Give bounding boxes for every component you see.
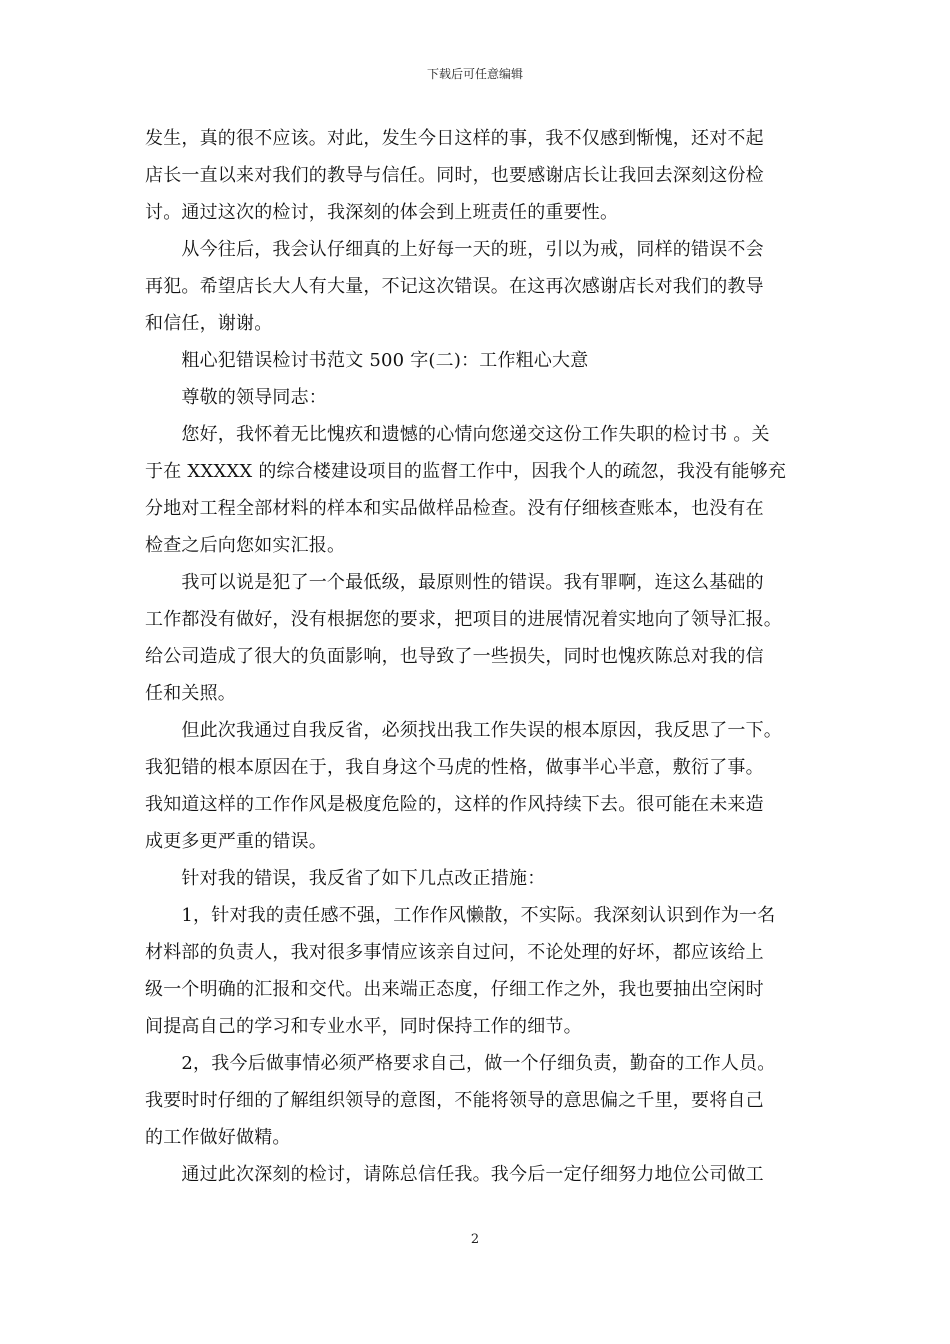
text-line: 于在 XXXXX 的综合楼建设项目的监督工作中，因我个人的疏忽，我没有能够充 [145,461,787,482]
text-line: 级一个明确的汇报和交代。出来端正态度，仔细工作之外，我也要抽出空闲时 [145,979,764,1000]
text-line: 材料部的负责人，我对很多事情应该亲自过问，不论处理的好坏，都应该给上 [145,942,764,963]
text-line: 分地对工程全部材料的样本和实品做样品检查。没有仔细核查账本，也没有在 [145,498,764,519]
text-line: 1，针对我的责任感不强，工作作风懒散，不实际。我深刻认识到作为一名 [145,905,776,926]
text-line: 我犯错的根本原因在于，我自身这个马虎的性格，做事半心半意，敷衍了事。 [145,757,764,778]
text-line: 但此次我通过自我反省，必须找出我工作失误的根本原因，我反思了一下。 [145,720,782,741]
text-line: 发生，真的很不应该。对此，发生今日这样的事，我不仅感到惭愧，还对不起 [145,128,764,149]
text-line: 您好，我怀着无比愧疚和遗憾的心情向您递交这份工作失职的检讨书 。关 [145,424,770,445]
document-body [145,120,817,1193]
text-line: 给公司造成了很大的负面影响，也导致了一些损失，同时也愧疚陈总对我的信 [145,646,764,667]
text-line: 店长一直以来对我们的教导与信任。同时，也要感谢店长让我回去深刻这份检 [145,165,764,186]
text-line: 从今往后，我会认仔细真的上好每一天的班，引以为戒，同样的错误不会 [145,239,764,260]
text-line: 再犯。希望店长大人有大量，不记这次错误。在这再次感谢店长对我们的教导 [145,276,764,297]
text-line: 我要时时仔细的了解组织领导的意图，不能将领导的意思偏之千里，要将自己 [145,1090,764,1111]
text-line: 任和关照。 [145,683,236,704]
text-line: 工作都没有做好，没有根据您的要求，把项目的进展情况着实地向了领导汇报。 [145,609,782,630]
text-line: 2，我今后做事情必须严格要求自己，做一个仔细负责，勤奋的工作人员。 [145,1053,776,1074]
text-line: 针对我的错误，我反省了如下几点改正措施： [145,868,546,889]
text-line: 间提高自己的学习和专业水平，同时保持工作的细节。 [145,1016,582,1037]
text-line: 我可以说是犯了一个最低级，最原则性的错误。我有罪啊，连这么基础的 [145,572,764,593]
text-line: 的工作做好做精。 [145,1127,291,1148]
text-line: 通过此次深刻的检讨，请陈总信任我。我今后一定仔细努力地位公司做工 [145,1164,764,1185]
page-header: 下载后可任意编辑 [426,67,523,81]
text-line: 成更多更严重的错误。 [145,831,327,852]
section-title: 粗心犯错误检讨书范文 500 字(二)：工作粗心大意 [145,350,589,371]
text-line: 我知道这样的工作作风是极度危险的，这样的作风持续下去。很可能在未来造 [145,794,764,815]
text-line: 和信任，谢谢。 [145,313,273,334]
text-line: 检查之后向您如实汇报。 [145,535,346,556]
text-line: 讨。通过这次的检讨，我深刻的体会到上班责任的重要性。 [145,202,619,223]
salutation: 尊敬的领导同志： [145,387,327,408]
page-number: 2 [470,1232,480,1247]
